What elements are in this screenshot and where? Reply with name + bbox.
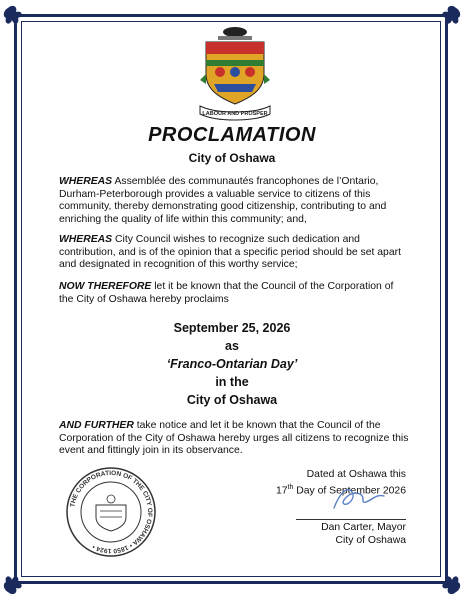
svg-text:LABOUR AND PROSPER: LABOUR AND PROSPER: [202, 111, 268, 117]
paragraph-lead: NOW THEREFORE: [59, 281, 152, 292]
signature-icon: [330, 482, 388, 512]
paragraph-text: Assemblée des communautés francophones de l’Ontario, Durham-Peterborough provides a valuable service to citizens of this community, thereby demonstrating good citizenship, contributing to and enriching the quality of life within this community; and,: [59, 176, 387, 225]
and-further-paragraph: [59, 420, 409, 458]
fleur-de-lis-icon: [428, 2, 462, 36]
fleur-de-lis-icon: [2, 2, 36, 36]
signer-city: City of Oshawa: [335, 534, 406, 546]
fleur-de-lis-icon: [428, 564, 462, 598]
signer-block: [321, 522, 406, 547]
paragraph-text: let it be known that the Council of the Corporation of the City of Oshawa hereby proclaims: [59, 281, 394, 305]
paragraph-lead: WHEREAS: [59, 234, 113, 245]
paragraph-text: City Council wishes to recognize such dedication and contribution, and is of the opinion that a specific period should be set apart and designated in recognition of this worthy service;: [59, 234, 401, 271]
whereas-paragraph-2: [59, 234, 409, 272]
paragraph-text: take notice and let it be known that the Council of the Corporation of the City of Oshawa hereby urges all citizens to recognize this event and fittingly join in its observance.: [59, 420, 409, 457]
proclaim-city: City of Oshawa: [186, 393, 278, 407]
paragraph-lead: WHEREAS: [59, 176, 113, 187]
fleur-de-lis-icon: [2, 564, 36, 598]
city-crest-icon: [196, 22, 274, 122]
page-title: PROCLAMATION: [148, 124, 316, 146]
proclaim-day-name: ‘Franco-Ontarian Day’: [166, 357, 298, 371]
day-number: 17: [275, 485, 288, 497]
now-therefore-paragraph: [59, 281, 409, 306]
city-seal-icon: [64, 465, 158, 559]
city-subtitle: City of Oshawa: [188, 151, 276, 165]
proclaim-in-the: in the: [215, 375, 249, 389]
dated-line-1: Dated at Oshawa this: [306, 469, 406, 480]
day-suffix: th: [287, 484, 294, 491]
whereas-paragraph-1: [59, 176, 409, 226]
proclaim-as: as: [225, 339, 239, 353]
paragraph-lead: AND FURTHER: [59, 420, 134, 431]
day-rest: Day of September 2026: [293, 485, 406, 497]
signer-name: Dan Carter, Mayor: [321, 522, 406, 533]
signature-line: [296, 519, 406, 520]
proclaim-date: September 25, 2026: [173, 321, 291, 335]
svg-text:THE CORPORATION OF THE CITY OF: THE CORPORATION OF THE CITY OF OSHAWA • 1850 1924 •: [69, 469, 154, 555]
